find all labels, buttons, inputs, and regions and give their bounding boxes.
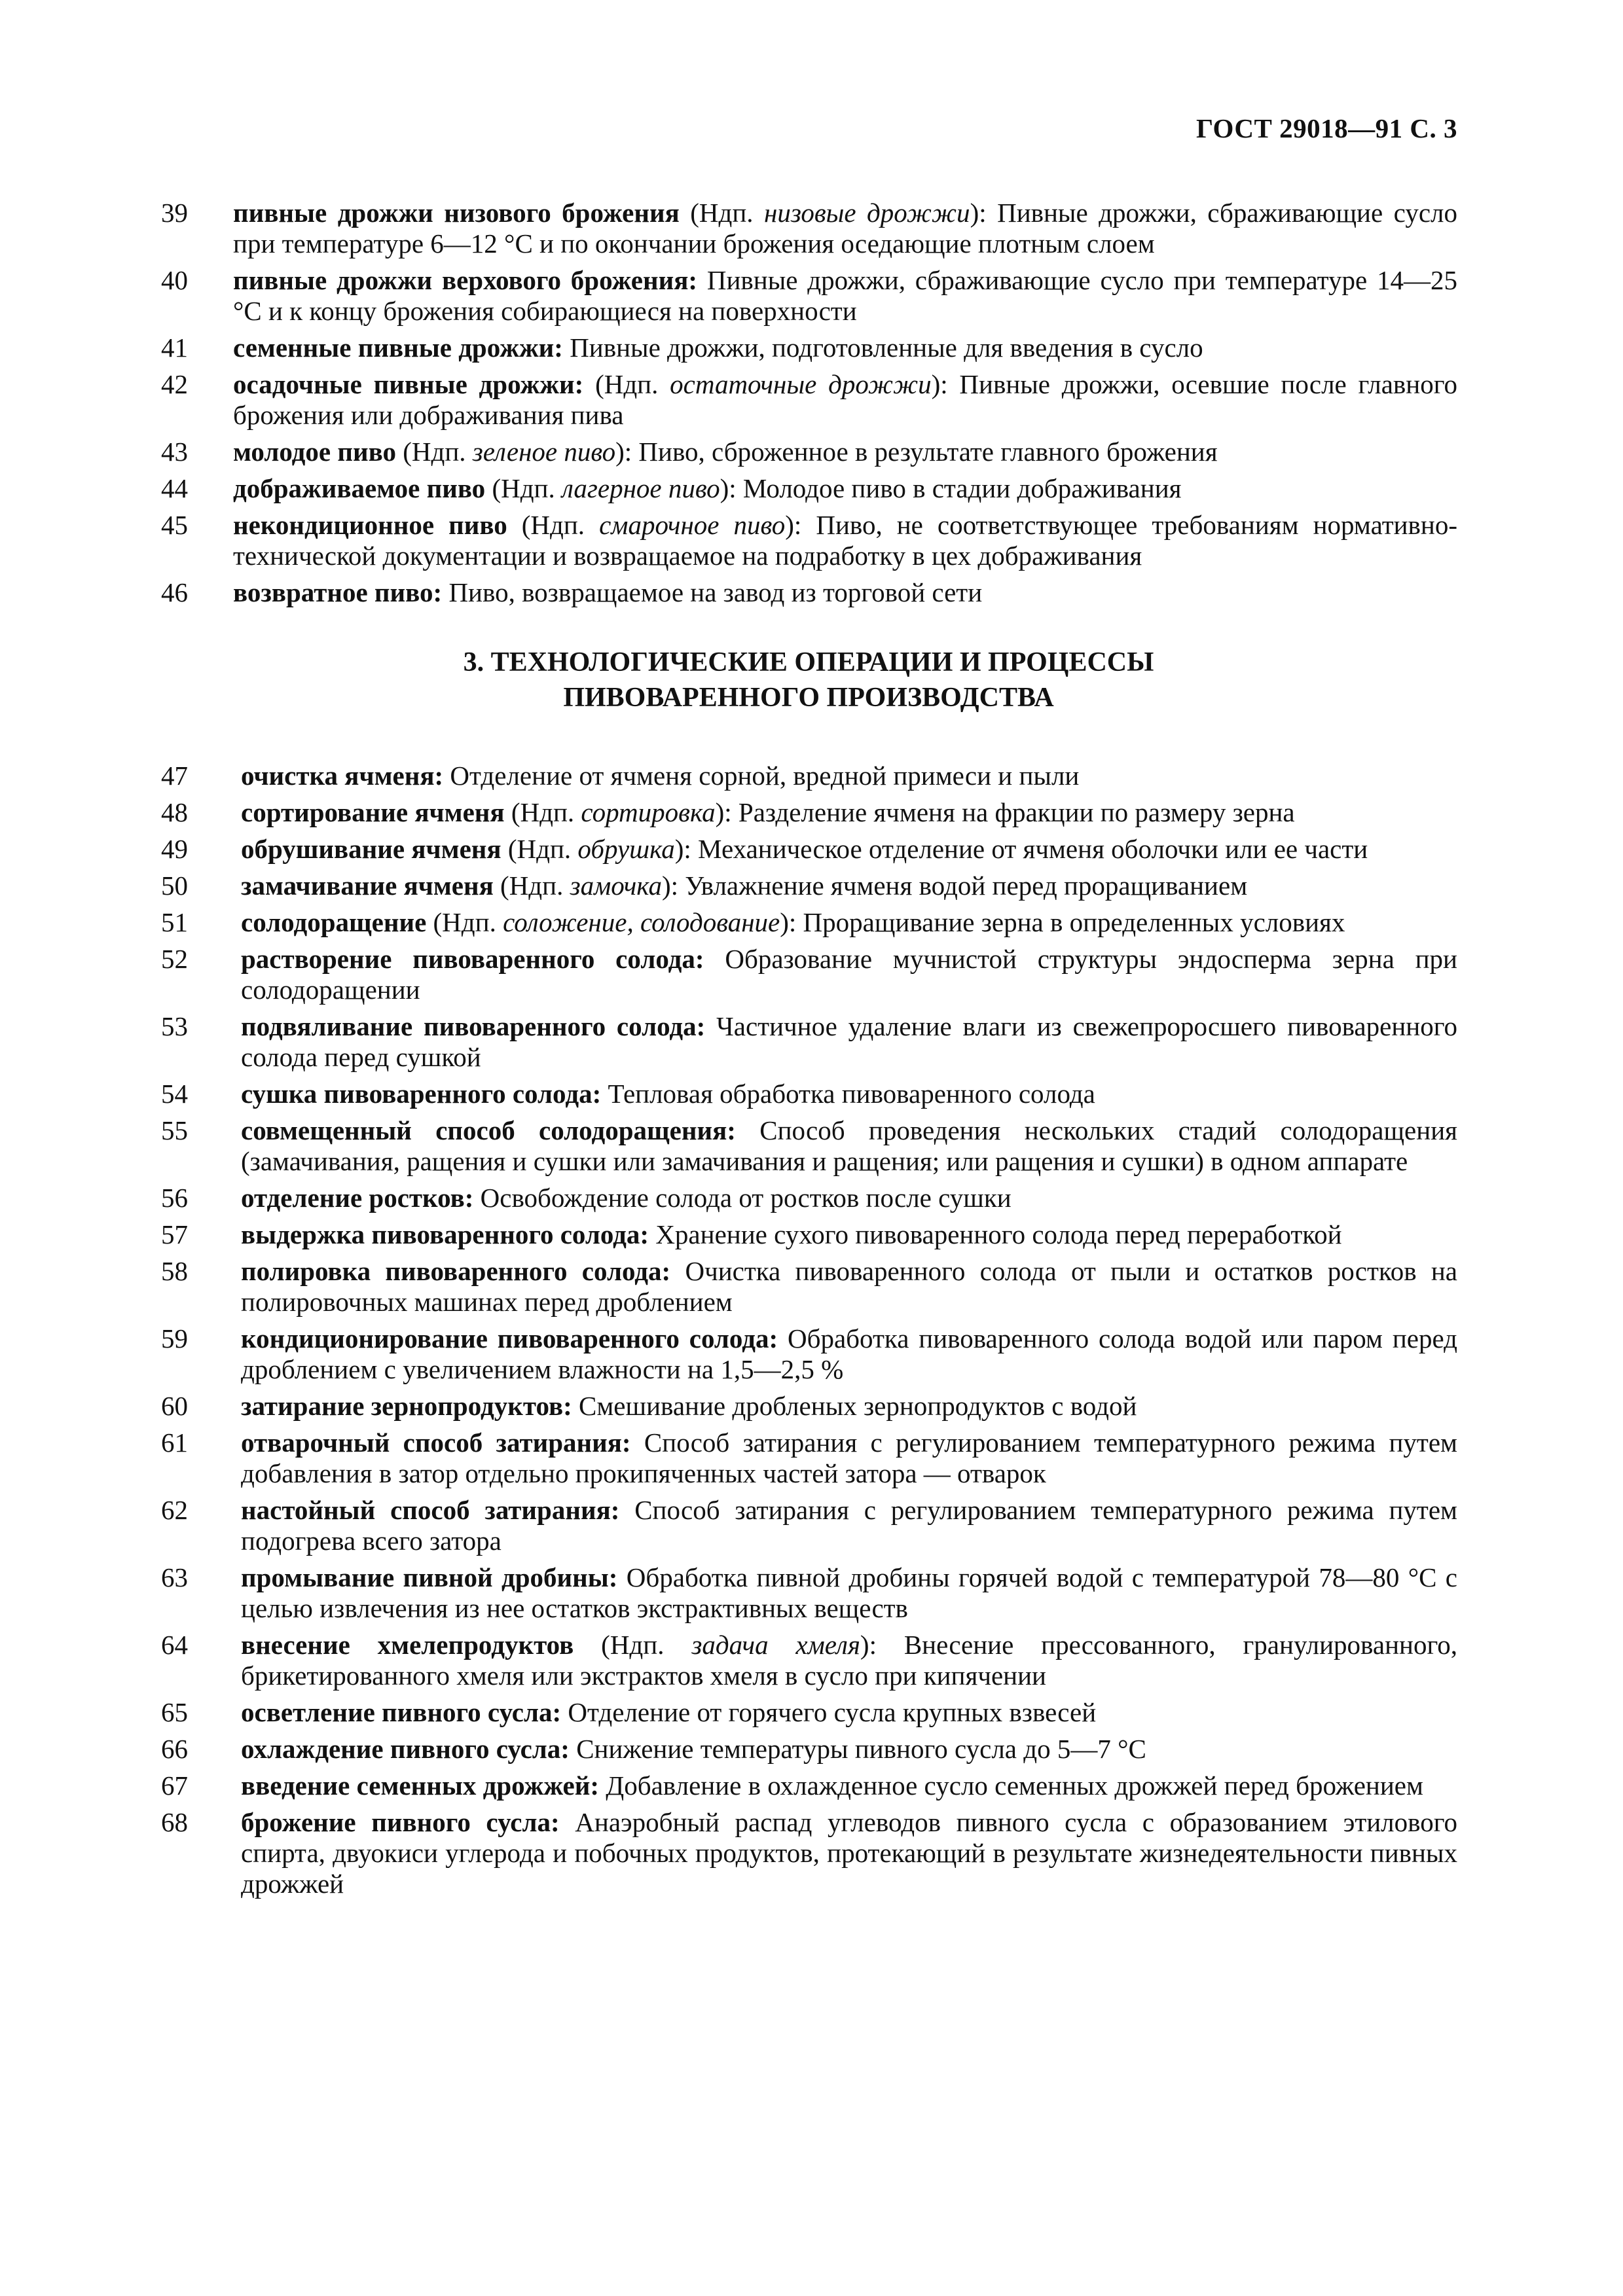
term-text (241, 1011, 1457, 1073)
term-entry (161, 944, 1457, 1005)
term-name: настойный способ затирания: (241, 1495, 620, 1525)
term-entry (161, 1807, 1457, 1899)
term-name: возвратное пиво: (233, 577, 443, 607)
term-definition: Пивные дрожжи, подготовленные для введения в сусло (562, 332, 1203, 363)
term-text (241, 1630, 1457, 1691)
term-name: некондиционное пиво (233, 510, 507, 540)
term-entry (161, 198, 1457, 259)
term-entry (161, 1562, 1457, 1624)
term-definition: Образование мучнистой структуры эндосперма зерна при солодоращении (241, 944, 1457, 1005)
term-number: 39 (161, 198, 188, 228)
term-number: 50 (161, 870, 188, 901)
term-definition: (Ндп. (504, 797, 581, 827)
term-definition: (Ндп. (583, 369, 670, 399)
term-definition: (Ндп. (507, 510, 600, 540)
term-definition: Отделение от ячменя сорной, вредной примеси и пыли (443, 761, 1080, 791)
term-entry (161, 870, 1457, 901)
term-definition-rest: ): Проращивание зерна в определенных условиях (780, 907, 1345, 937)
term-name: очистка ячменя: (241, 761, 444, 791)
term-definition: Обработка пивоваренного солода водой или паром перед дроблением с увеличением влажности на 1,5—2,5 % (241, 1323, 1457, 1384)
term-name: выдержка пивоваренного солода: (241, 1219, 649, 1249)
deprecated-synonym: сортировка (581, 797, 716, 827)
term-entry (161, 1734, 1457, 1765)
term-definition: Способ затирания с регулированием температурного режима путем подогрева всего затора (241, 1495, 1457, 1556)
term-definition: (Ндп. (501, 834, 578, 864)
term-number: 52 (161, 944, 188, 974)
term-name: сортирование ячменя (241, 797, 505, 827)
term-entry (161, 761, 1457, 791)
deprecated-synonym: зеленое пиво (472, 437, 616, 467)
term-entry (161, 1183, 1457, 1213)
term-definition: Частичное удаление влаги из свежепроросшего пивоваренного солода перед сушкой (241, 1011, 1457, 1072)
term-entry (161, 1115, 1457, 1177)
term-name: обрушивание ячменя (241, 834, 501, 864)
term-text (241, 1427, 1457, 1489)
term-definition: (Ндп. (493, 870, 570, 901)
section-heading-line2: ПИВОВАРЕННОГО ПРОИЗВОДСТВА (563, 683, 1054, 713)
term-definition-rest: ): Пиво, не соответствующее требованиям нормативно-технической документации и возвращаемое на подработку в цех дображивания (233, 510, 1458, 571)
term-number: 59 (161, 1323, 188, 1354)
term-text (241, 1770, 1457, 1801)
term-number: 51 (161, 907, 188, 937)
term-entry (161, 1427, 1457, 1489)
term-number: 40 (161, 265, 188, 295)
term-definition: Способ затирания с регулированием температурного режима путем добавления в затор отдельно прокипяченных частей затора — отварок (241, 1427, 1457, 1488)
term-text (233, 332, 1457, 363)
term-text (233, 577, 1457, 608)
deprecated-synonym: остаточные дрожжи (670, 369, 932, 399)
term-entry (161, 1219, 1457, 1250)
term-number: 66 (161, 1734, 188, 1764)
term-definition-rest: ): Пивные дрожжи, сбраживающие сусло при температуре 6—12 °С и по окончании брожения оседающие плотным слоем (233, 198, 1457, 259)
term-definition: (Ндп. (574, 1630, 692, 1660)
term-entry (161, 510, 1457, 571)
term-text (241, 1079, 1457, 1109)
term-definition: (Ндп. (485, 473, 562, 503)
term-number: 67 (161, 1770, 188, 1801)
term-text (241, 834, 1457, 865)
deprecated-synonym: лагерное пиво (562, 473, 720, 503)
term-text (233, 437, 1457, 467)
term-entry (161, 369, 1457, 431)
term-list-part1 (161, 198, 1457, 614)
term-text (241, 1495, 1457, 1556)
term-number: 44 (161, 473, 188, 503)
term-entry (161, 1079, 1457, 1109)
term-definition-rest: ): Внесение прессованного, гранулированного, брикетированного хмеля или экстрактов хмеля в сусло при кипячении (241, 1630, 1457, 1691)
term-definition: Тепловая обработка пивоваренного солода (601, 1079, 1095, 1109)
term-entry (161, 332, 1457, 363)
term-entry (161, 1323, 1457, 1385)
term-text (241, 907, 1457, 938)
term-text (241, 944, 1457, 1005)
term-text (233, 510, 1457, 571)
term-entry (161, 834, 1457, 865)
term-name: семенные пивные дрожжи: (233, 332, 563, 363)
term-definition: Анаэробный распад углеводов пивного сусла с образованием этилового спирта, двуокиси углерода и побочных продуктов, протекающий в результате жизнедеятельности пивных дрожжей (241, 1807, 1458, 1899)
term-number: 54 (161, 1079, 188, 1109)
term-entry (161, 1391, 1457, 1422)
term-definition: Снижение температуры пивного сусла до 5—7 °С (569, 1734, 1146, 1764)
term-number: 65 (161, 1697, 188, 1727)
deprecated-synonym: соложение, солодование (503, 907, 780, 937)
term-entry (161, 1011, 1457, 1073)
term-definition-rest: ): Молодое пиво в стадии дображивания (720, 473, 1182, 503)
term-number: 55 (161, 1115, 188, 1145)
term-definition: Способ проведения нескольких стадий солодоращения (замачивания, ращения и сушки или замачивания и ращения; или ращения и сушки) в одном аппарате (241, 1115, 1457, 1176)
term-number: 57 (161, 1219, 188, 1249)
deprecated-synonym: обрушка (577, 834, 675, 864)
term-name: промывание пивной дробины: (241, 1562, 618, 1592)
term-definition-rest: ): Пивные дрожжи, осевшие после главного брожения или дображивания пива (233, 369, 1457, 430)
term-name: кондиционирование пивоваренного солода: (241, 1323, 778, 1354)
term-entry (161, 265, 1457, 327)
term-entry (161, 907, 1457, 938)
term-entry (161, 473, 1457, 504)
term-definition: Отделение от горячего сусла крупных взвесей (561, 1697, 1097, 1727)
term-number: 53 (161, 1011, 188, 1041)
term-name: подвяливание пивоваренного солода: (241, 1011, 706, 1041)
term-name: полировка пивоваренного солода: (241, 1256, 671, 1286)
term-entry (161, 797, 1457, 828)
term-text (241, 1219, 1457, 1250)
term-number: 60 (161, 1391, 188, 1421)
term-definition-rest: ): Увлажнение ячменя водой перед проращиванием (661, 870, 1248, 901)
section-heading-line1: 3. ТЕХНОЛОГИЧЕСКИЕ ОПЕРАЦИИ И ПРОЦЕССЫ (463, 647, 1154, 677)
term-text (241, 1697, 1457, 1728)
term-name: отделение ростков: (241, 1183, 474, 1213)
term-definition: (Ндп. (679, 198, 765, 228)
term-text (241, 1807, 1457, 1899)
term-number: 68 (161, 1807, 188, 1837)
term-text (241, 1562, 1457, 1624)
term-name: пивные дрожжи низового брожения (233, 198, 680, 228)
deprecated-synonym: смарочное пиво (599, 510, 786, 540)
term-number: 46 (161, 577, 188, 607)
term-definition-rest: ): Механическое отделение от ячменя оболочки или ее части (674, 834, 1368, 864)
term-text (241, 1183, 1457, 1213)
term-number: 63 (161, 1562, 188, 1592)
term-definition: Освобождение солода от ростков после сушки (473, 1183, 1012, 1213)
term-text (241, 1323, 1457, 1385)
deprecated-synonym: низовые дрожжи (764, 198, 970, 228)
term-entry (161, 1256, 1457, 1318)
term-number: 47 (161, 761, 188, 791)
term-entry (161, 1630, 1457, 1691)
term-text (233, 265, 1457, 327)
term-definition: Пиво, возвращаемое на завод из торговой сети (442, 577, 983, 607)
term-number: 43 (161, 437, 188, 467)
term-name: внесение хмелепродуктов (241, 1630, 574, 1660)
term-number: 64 (161, 1630, 188, 1660)
term-name: дображиваемое пиво (233, 473, 486, 503)
term-number: 48 (161, 797, 188, 827)
term-number: 42 (161, 369, 188, 399)
term-entry (161, 1770, 1457, 1801)
term-name: отварочный способ затирания: (241, 1427, 631, 1458)
deprecated-synonym: замочка (570, 870, 662, 901)
term-number: 58 (161, 1256, 188, 1286)
term-name: введение семенных дрожжей: (241, 1770, 600, 1801)
term-text (241, 797, 1457, 828)
term-definition: Пивные дрожжи, сбраживающие сусло при температуре 14—25 °С и к концу брожения собирающиеся на поверхности (233, 265, 1457, 326)
term-name: затирание зернопродуктов: (241, 1391, 572, 1421)
page-header: ГОСТ 29018—91 С. 3 (1195, 113, 1457, 143)
term-text (233, 473, 1457, 504)
term-name: брожение пивного сусла: (241, 1807, 560, 1837)
term-name: осадочные пивные дрожжи: (233, 369, 584, 399)
term-list-part2 (161, 761, 1457, 1905)
term-number: 49 (161, 834, 188, 864)
term-number: 62 (161, 1495, 188, 1525)
term-definition: Хранение сухого пивоваренного солода перед переработкой (649, 1219, 1342, 1249)
term-text (233, 369, 1457, 431)
term-text (233, 198, 1457, 259)
section-heading (249, 645, 1368, 715)
term-number: 41 (161, 332, 188, 363)
term-definition: Очистка пивоваренного солода от пыли и остатков ростков на полировочных машинах перед дроблением (241, 1256, 1458, 1317)
term-definition-rest: ): Пиво, сброженное в результате главного брожения (615, 437, 1218, 467)
term-definition-rest: ): Разделение ячменя на фракции по размеру зерна (715, 797, 1295, 827)
term-text (241, 1115, 1457, 1177)
term-name: охлаждение пивного сусла: (241, 1734, 570, 1764)
term-definition: Смешивание дробленых зернопродуктов с водой (572, 1391, 1137, 1421)
term-text (241, 1256, 1457, 1318)
term-definition: Добавление в охлажденное сусло семенных дрожжей перед брожением (599, 1770, 1423, 1801)
term-text (241, 761, 1457, 791)
term-entry (161, 1697, 1457, 1728)
deprecated-synonym: задача хмеля (691, 1630, 860, 1660)
term-number: 56 (161, 1183, 188, 1213)
term-name: солодоращение (241, 907, 427, 937)
term-name: сушка пивоваренного солода: (241, 1079, 602, 1109)
term-definition: (Ндп. (395, 437, 473, 467)
term-name: осветление пивного сусла: (241, 1697, 562, 1727)
term-text (241, 1734, 1457, 1765)
term-definition: Обработка пивной дробины горячей водой с температурой 78—80 °С с целью извлечения из нее остатков экстрактивных веществ (241, 1562, 1457, 1623)
term-entry (161, 1495, 1457, 1556)
term-text (241, 870, 1457, 901)
term-entry (161, 577, 1457, 608)
term-definition: (Ндп. (426, 907, 503, 937)
term-number: 45 (161, 510, 188, 540)
term-number: 61 (161, 1427, 188, 1458)
term-name: замачивание ячменя (241, 870, 494, 901)
term-name: молодое пиво (233, 437, 396, 467)
term-name: растворение пивоваренного солода: (241, 944, 704, 974)
term-text (241, 1391, 1457, 1422)
term-entry (161, 437, 1457, 467)
term-name: совмещенный способ солодоращения: (241, 1115, 736, 1145)
term-name: пивные дрожжи верхового брожения: (233, 265, 698, 295)
